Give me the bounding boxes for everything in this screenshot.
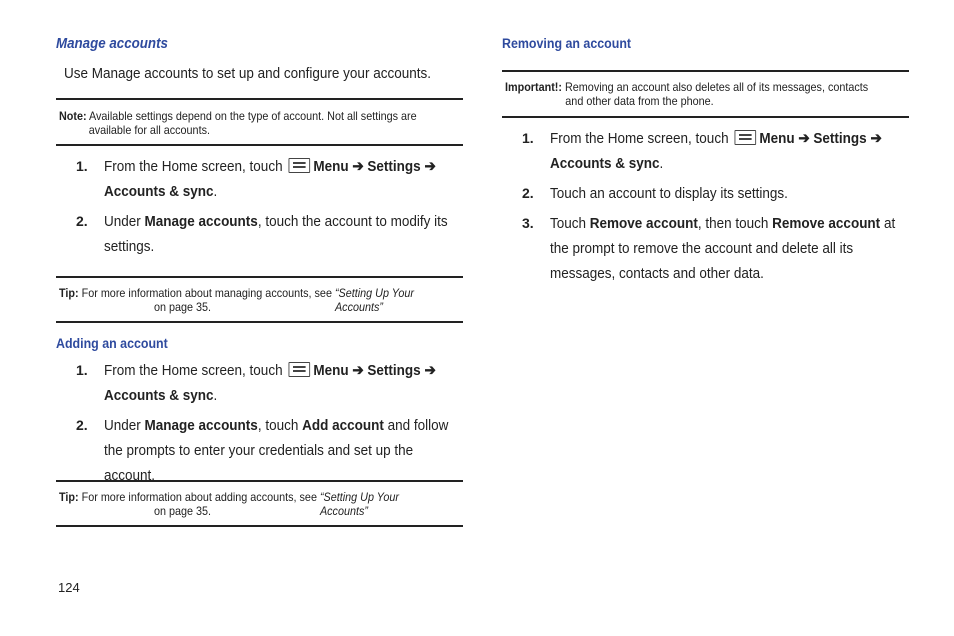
step-end: . [213, 387, 218, 404]
step-post: and follow the prompts to enter your credentials and set up the account. [104, 417, 449, 484]
tip-label: Tip: [59, 286, 79, 300]
remove-account-label: Remove account [589, 215, 698, 232]
tip-post: on page 35. [154, 504, 212, 518]
step-number: 1. [522, 130, 534, 146]
menu-label: Menu [313, 158, 349, 175]
step-text [550, 126, 910, 176]
settings-label: Settings [367, 362, 421, 379]
menu-label: Menu [759, 130, 795, 147]
step-text [104, 209, 460, 259]
step-pre: From the Home screen, touch [104, 362, 283, 379]
tip-label: Tip: [59, 490, 79, 504]
important-text [505, 80, 868, 108]
arrow-icon: ➔ [352, 362, 364, 379]
step-post: , touch the account to modify its settings. [104, 213, 448, 255]
step-text [104, 413, 464, 488]
arrow-icon: ➔ [798, 130, 810, 147]
arrow-icon: ➔ [870, 130, 882, 147]
step-end: . [659, 155, 664, 172]
note-text [59, 109, 417, 137]
step-mid: , then touch [697, 215, 769, 232]
step-pre: From the Home screen, touch [550, 130, 729, 147]
step-number: 2. [76, 213, 88, 229]
add-account-label: Add account [302, 417, 384, 434]
step-text [104, 358, 464, 408]
arrow-icon: ➔ [424, 362, 436, 379]
important-line2: and other data from the phone. [565, 94, 714, 108]
accounts-sync-label: Accounts & sync [550, 155, 660, 172]
step-text: Touch an account to display its settings. [550, 185, 788, 202]
removing-account-heading: Removing an account [502, 36, 632, 51]
note-box [56, 98, 463, 146]
important-line1: Removing an account also deletes all of its messages, contacts [565, 80, 869, 94]
manage-accounts-heading: Manage accounts [56, 36, 168, 52]
menu-key-icon [734, 130, 756, 145]
step-text [104, 154, 464, 204]
menu-key-icon [288, 158, 310, 173]
tip-link: “Setting Up Your Accounts” [334, 286, 415, 314]
step-number: 2. [76, 417, 88, 433]
step-text [550, 211, 910, 286]
step-pre: From the Home screen, touch [104, 158, 283, 175]
menu-key-icon [288, 362, 310, 377]
manage-accounts-label: Manage accounts [144, 417, 258, 434]
step-number: 1. [76, 362, 88, 378]
step-post: at the prompt to remove the account and delete all its messages, contacts and other data. [550, 215, 896, 282]
page-number: 124 [58, 580, 80, 595]
manage-accounts-intro: Use Manage accounts to set up and configure your accounts. [64, 65, 431, 82]
step-pre: Under [104, 213, 141, 230]
settings-label: Settings [813, 130, 867, 147]
step-number: 3. [522, 215, 534, 231]
tip-link-cont [82, 300, 211, 314]
step-mid: , touch [257, 417, 299, 434]
tip-post: on page 35. [154, 300, 212, 314]
tip-box-2 [56, 480, 463, 527]
tip-link: “Setting Up Your Accounts” [319, 490, 400, 518]
accounts-sync-label: Accounts & sync [104, 387, 214, 404]
step-end: . [213, 183, 218, 200]
accounts-sync-label: Accounts & sync [104, 183, 214, 200]
important-label: Important!: [505, 80, 562, 94]
note-line2: available for all accounts. [88, 123, 210, 137]
tip-pre: For more information about managing accounts, see [81, 286, 332, 300]
manage-accounts-label: Manage accounts [144, 213, 258, 230]
tip-link-cont [82, 504, 211, 518]
step-number: 1. [76, 158, 88, 174]
menu-label: Menu [313, 362, 349, 379]
arrow-icon: ➔ [352, 158, 364, 175]
settings-label: Settings [367, 158, 421, 175]
remove-account-label: Remove account [772, 215, 881, 232]
tip-box-1 [56, 276, 463, 323]
step-pre: Under [104, 417, 141, 434]
important-box [502, 70, 909, 118]
tip-pre: For more information about adding accounts, see [81, 490, 317, 504]
step-pre: Touch [550, 215, 587, 232]
note-line1: Available settings depend on the type of account. Not all settings are [89, 109, 417, 123]
adding-account-heading: Adding an account [56, 336, 168, 351]
note-label: Note: [59, 109, 87, 123]
arrow-icon: ➔ [424, 158, 436, 175]
step-number: 2. [522, 185, 534, 201]
